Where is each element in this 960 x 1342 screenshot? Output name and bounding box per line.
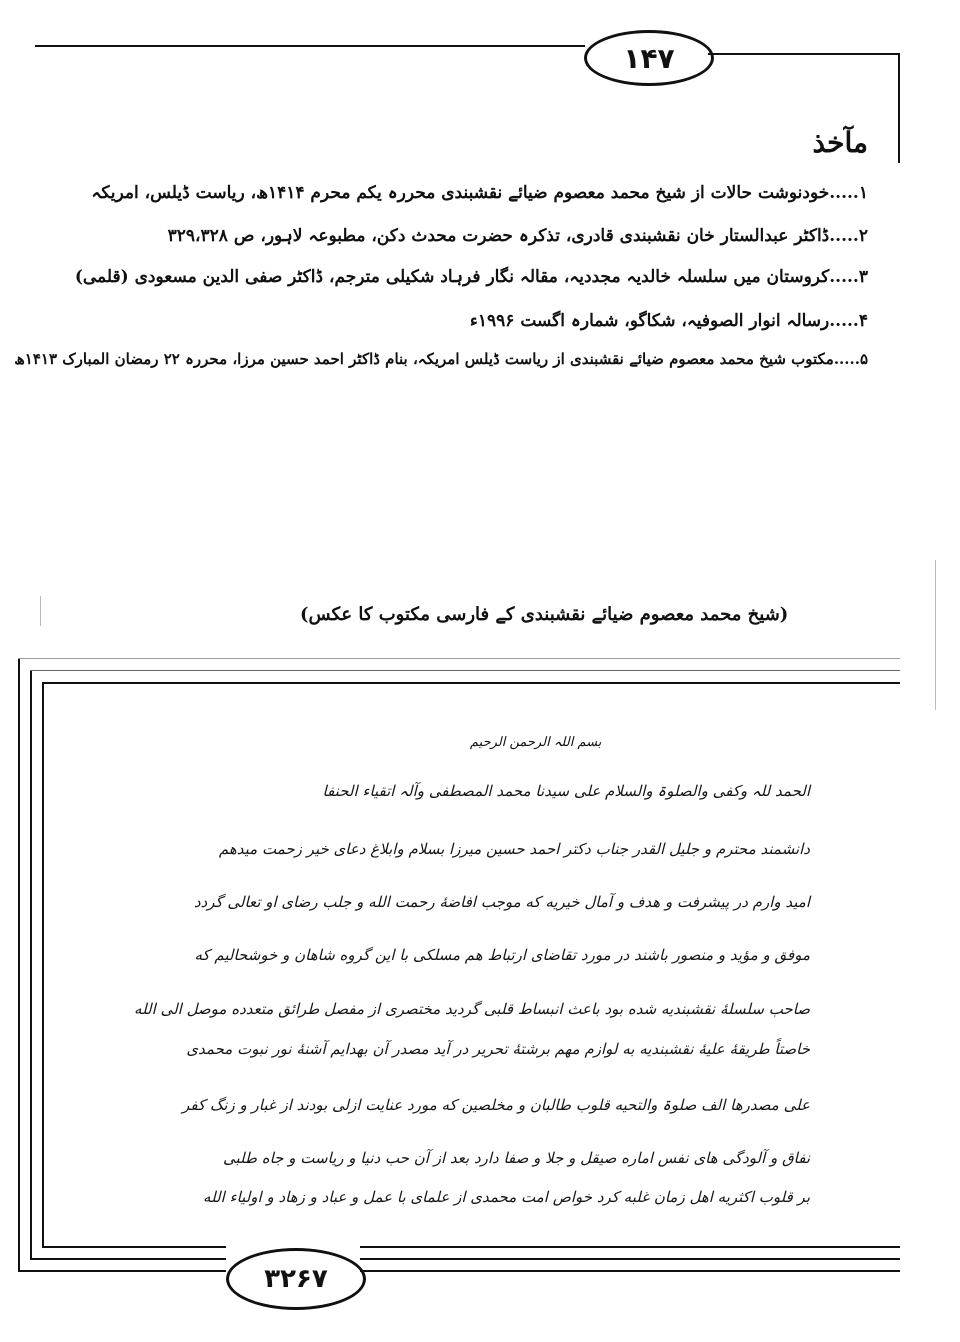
frame-inner-top bbox=[42, 682, 900, 684]
letter-line-1: الحمد للہ وکفی والصلوۃ والسلام علی سیدنا محمد المصطفی وآلہ اتقیاء الحنفا bbox=[322, 782, 810, 800]
frame-inner-bottom-left bbox=[42, 1246, 226, 1248]
letter-line-8: نفاق و آلودگی های نفس اماره صیقل و جلا و صفا دارد بعد از آن حب دنیا و ریاست و جاه طلبی bbox=[223, 1149, 810, 1167]
frame-middle-top bbox=[30, 670, 900, 671]
frame-outer-top bbox=[18, 658, 900, 659]
source-item-2: ۲.....ڈاکٹر عبدالستار خان نقشبندی قادری، تذکرہ حضرت محدث دکن، مطبوعہ لاہور، ص ۳۲۹،۳۲۸ bbox=[167, 226, 868, 246]
top-border-line-right bbox=[708, 53, 900, 55]
frame-inner-bottom-right bbox=[360, 1246, 900, 1248]
frame-inner-left bbox=[42, 682, 44, 1246]
letter-line-5: صاحب سلسلهٔ نقشبندیه شده بود باعث انبساط قلبی گردید مختصری از مفصل طرائق متعدده موصل الی الله bbox=[134, 1000, 810, 1018]
letter-line-9: بر قلوب اکثریه اهل زمان غلبه کرد خواص امت محمدی از علمای با عمل و عباد و زهاد و اولیاء الله bbox=[203, 1188, 810, 1206]
letter-line-3: امید وارم در پیشرفت و هدف و آمال خیریه که موجب افاضهٔ رحمت الله و جلب رضای او تعالی گردد bbox=[193, 893, 810, 911]
source-item-5: ۵.....مکتوب شیخ محمد معصوم ضیائے نقشبندی از ریاست ڈیلس امریکہ، بنام ڈاکٹر احمد حسین مرزا، محررہ ۲۲ رمضان المبارک ۱۴۱۳ھ bbox=[14, 350, 868, 368]
letter-line-6: خاصتاً طریقهٔ علیهٔ نقشبندیه به لوازم مهم برشتهٔ تحریر در آید مصدر آن بهدایم آشنهٔ نور نبوت محمدی bbox=[186, 1040, 810, 1058]
letter-basmala: بسم اللہ الرحمن الرحیم bbox=[470, 735, 602, 750]
letter-line-2: دانشمند محترم و جلیل القدر جناب دکتر احمد حسین میرزا بسلام وابلاغ دعای خیر زحمت میدهم bbox=[218, 840, 810, 858]
frame-middle-left bbox=[30, 670, 32, 1258]
source-item-4: ۴.....رسالہ انوار الصوفیہ، شکاگو، شمارہ اگست ۱۹۹۶ء bbox=[469, 311, 868, 331]
frame-middle-bottom-left bbox=[30, 1258, 226, 1260]
source-item-1: ۱.....خودنوشت حالات از شیخ محمد معصوم ضیائے نقشبندی محررہ یکم محرم ۱۴۱۴ھ، ریاست ڈیلس، امریکہ bbox=[91, 183, 868, 203]
letter-line-7: علی مصدرها الف صلوۃ والتحیه قلوب طالبان و مخلصین که مورد عنایت ازلی بودند از غبار و زنگ کفر bbox=[182, 1096, 810, 1114]
letter-line-4: موفق و مؤید و منصور باشند در مورد تقاضای ارتباط هم مسلکی با این گروه شاهان و خوشحالیم که bbox=[194, 946, 810, 964]
frame-outer-bottom-right bbox=[360, 1270, 900, 1272]
faint-top-mark bbox=[40, 596, 41, 626]
source-item-3: ۳.....کروستان میں سلسلہ خالدیہ مجددیہ، مقالہ نگار فرہاد شکیلی مترجم، ڈاکٹر صفی الدین مسعودی (قلمی) bbox=[74, 267, 868, 287]
frame-middle-bottom-right bbox=[360, 1258, 900, 1260]
letter-caption: (شیخ محمد معصوم ضیائے نقشبندی کے فارسی مکتوب کا عکس) bbox=[300, 604, 789, 625]
frame-outer-bottom-left bbox=[18, 1270, 226, 1272]
bottom-page-number: ۳۲۶۷ bbox=[226, 1248, 366, 1310]
right-border-line bbox=[898, 53, 900, 163]
top-page-number: ۱۴۷ bbox=[584, 30, 714, 86]
sources-heading: مآخذ bbox=[812, 126, 868, 159]
faint-right-mark bbox=[935, 560, 936, 710]
top-border-line-left bbox=[35, 45, 585, 47]
frame-outer-left bbox=[18, 658, 20, 1270]
